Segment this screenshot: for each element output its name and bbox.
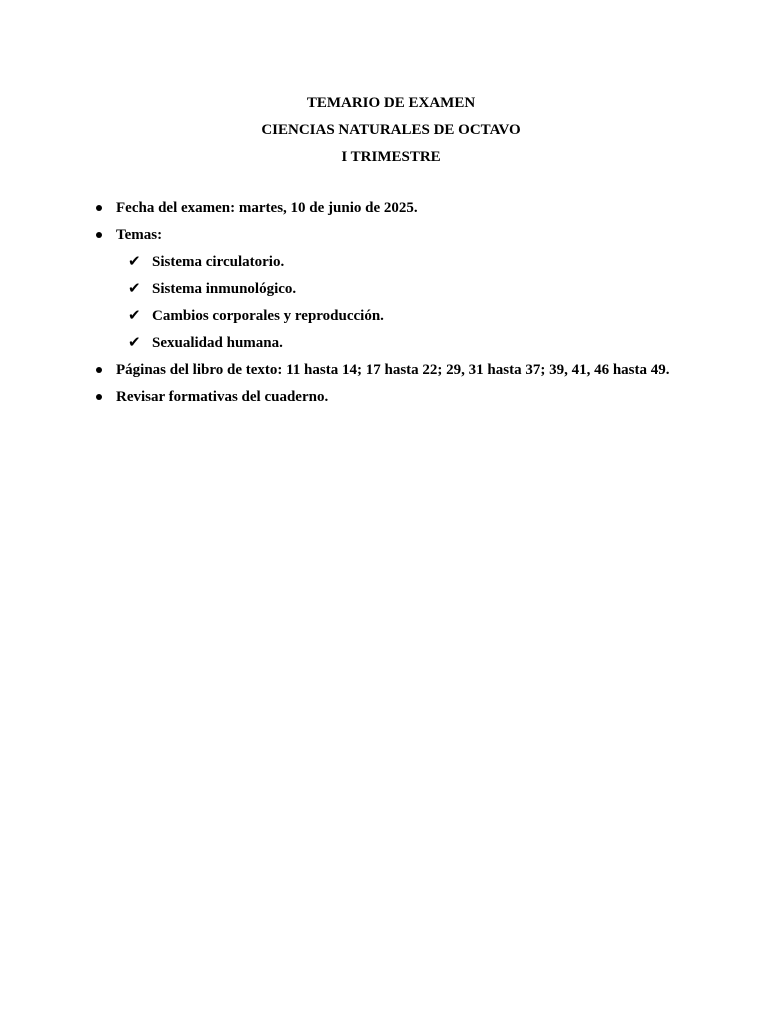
bullet-icon	[96, 367, 102, 373]
bullet-icon	[96, 394, 102, 400]
topic-item	[0, 251, 768, 278]
topic-text: Sexualidad humana.	[152, 335, 283, 351]
heading-term: I TRIMESTRE	[341, 149, 441, 165]
list-item-exam-date	[0, 197, 768, 224]
bullet-icon	[96, 232, 102, 238]
list-item-review	[0, 386, 768, 413]
topic-item	[0, 332, 768, 359]
heading-subject: CIENCIAS NATURALES DE OCTAVO	[261, 122, 521, 138]
bullet-icon	[96, 205, 102, 211]
list-item-topics	[0, 224, 768, 251]
checkmark-icon: ✔	[128, 333, 141, 351]
topic-item	[0, 305, 768, 332]
list-item-pages	[0, 359, 768, 386]
topic-text: Cambios corporales y reproducción.	[152, 308, 384, 324]
exam-details-list	[0, 197, 768, 413]
checkmark-icon: ✔	[128, 279, 141, 297]
review-notebook-text: Revisar formativas del cuaderno.	[116, 389, 329, 405]
topic-text: Sistema inmunológico.	[152, 281, 297, 297]
exam-date-text: Fecha del examen: martes, 10 de junio de 2025.	[116, 200, 418, 216]
checkmark-icon: ✔	[128, 252, 141, 270]
checkmark-icon: ✔	[128, 306, 141, 324]
document-heading	[0, 90, 768, 171]
heading-title: TEMARIO DE EXAMEN	[306, 95, 476, 111]
topic-item	[0, 278, 768, 305]
textbook-pages-text: Páginas del libro de texto: 11 hasta 14; 17 hasta 22; 29, 31 hasta 37; 39, 41, 46 hasta 49.	[116, 362, 670, 378]
topics-label: Temas:	[116, 227, 163, 243]
topic-text: Sistema circulatorio.	[152, 254, 285, 270]
